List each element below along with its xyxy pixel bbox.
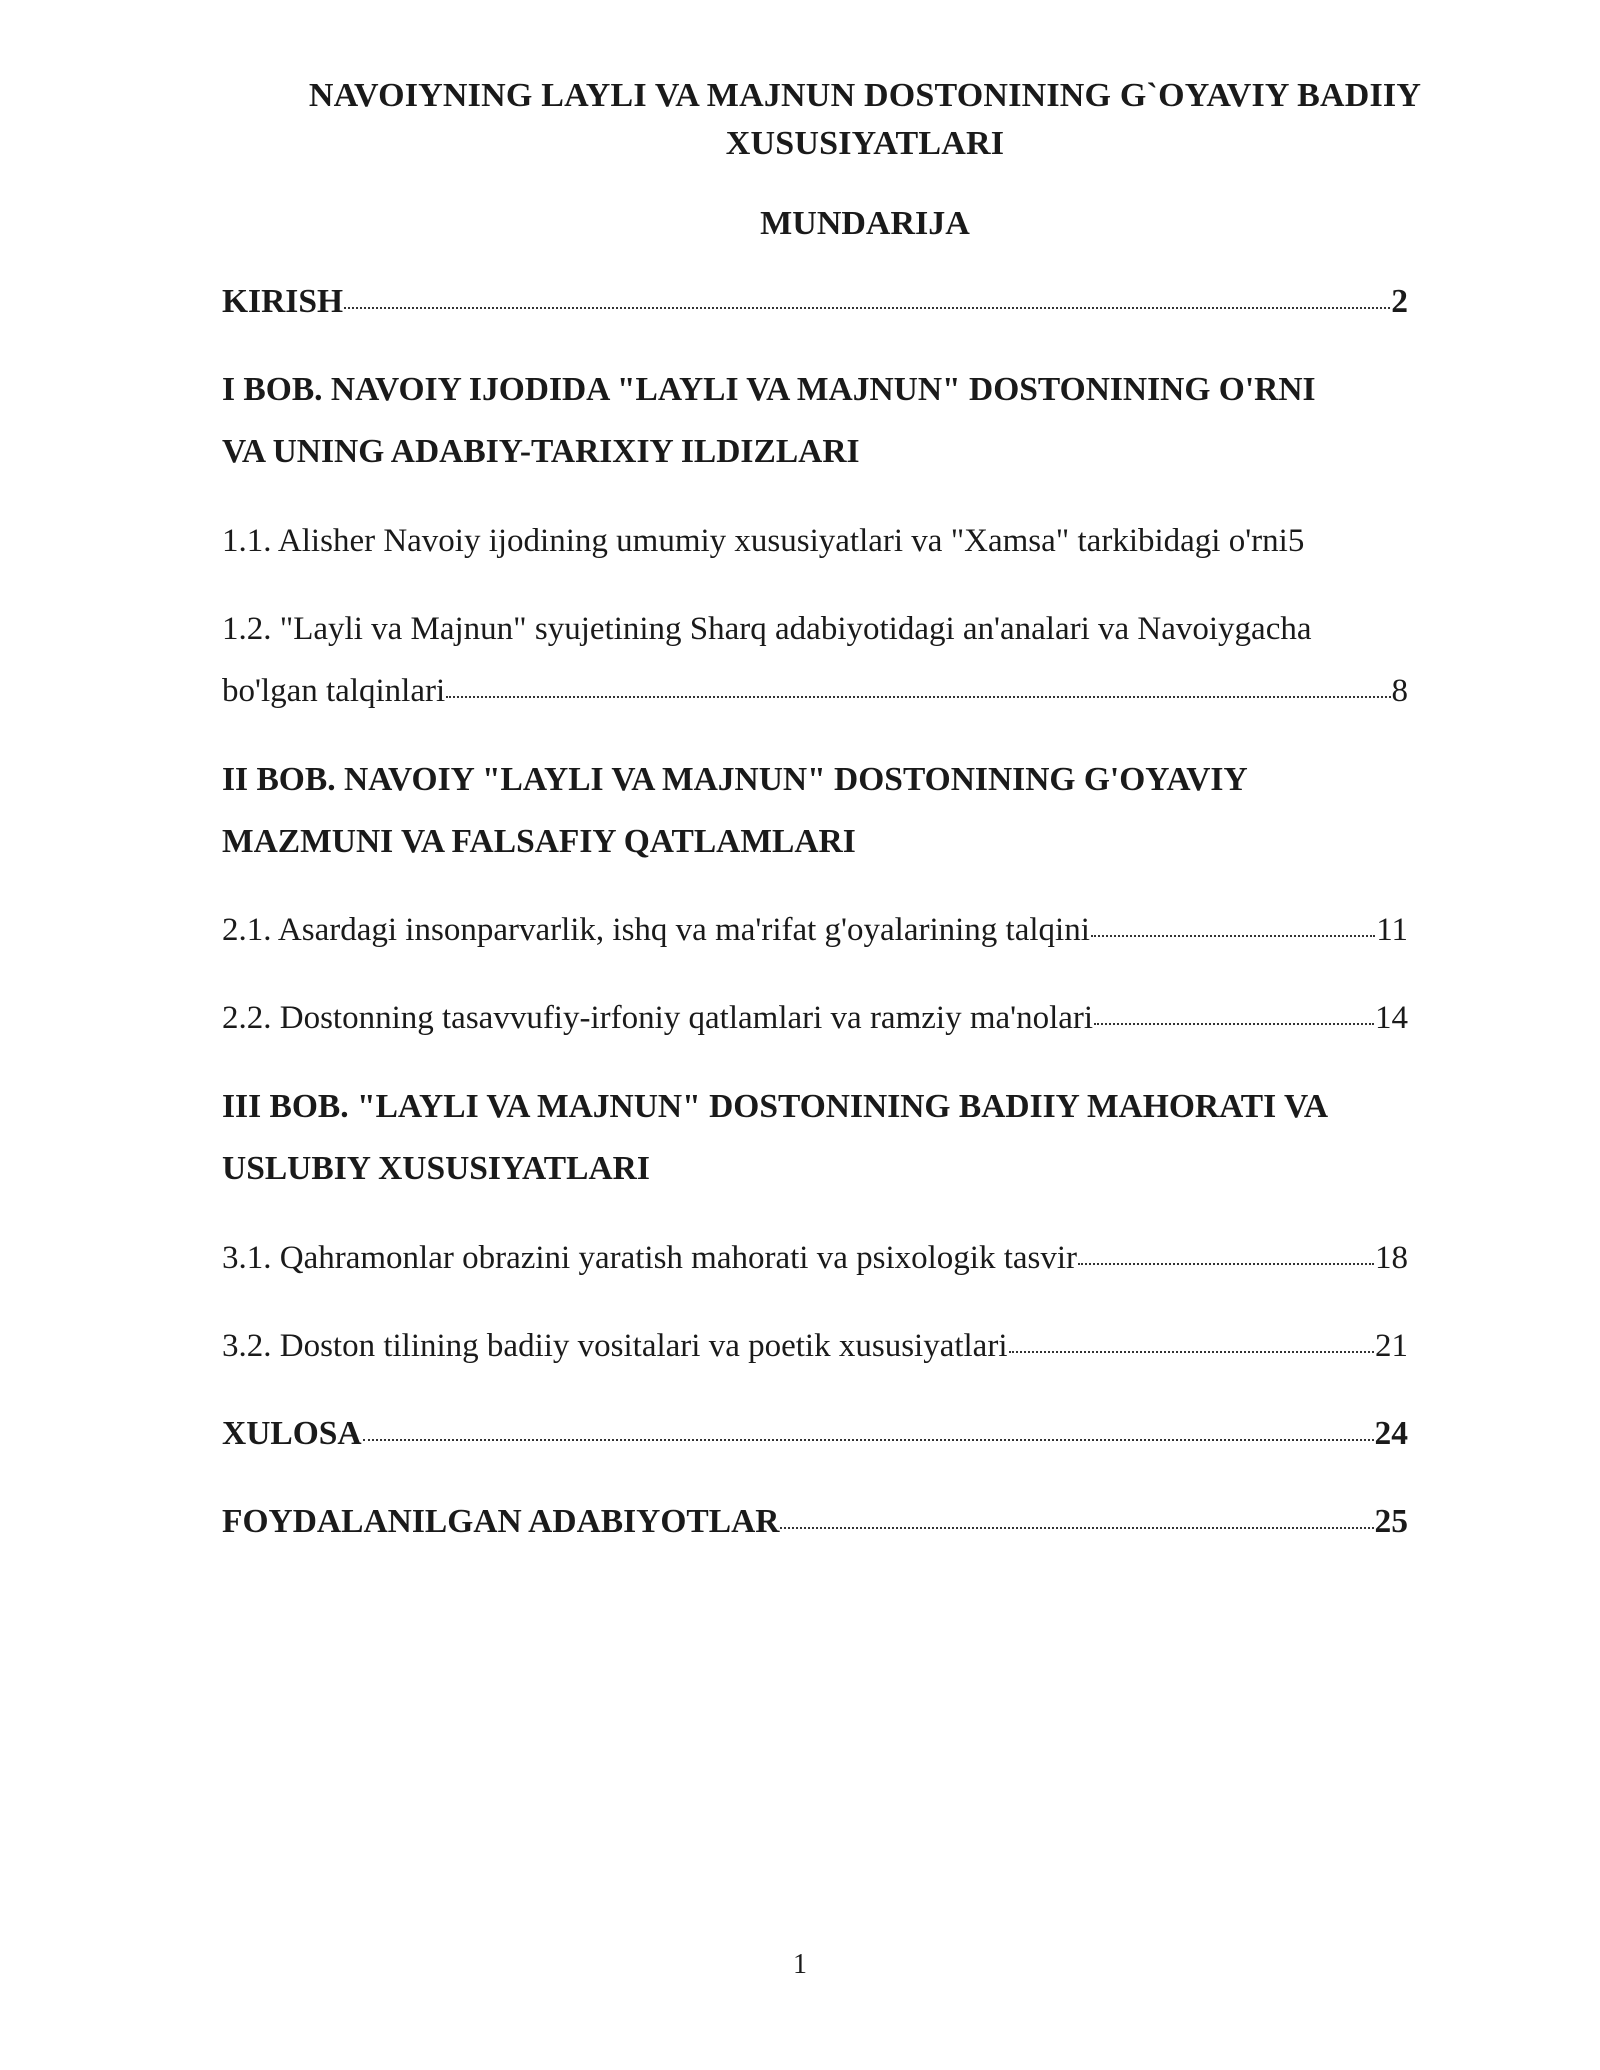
toc-entry-text: 3.1. Qahramonlar obrazini yaratish mahorati va psixologik tasvir [222,1240,1078,1276]
dot-leader [1091,931,1375,937]
toc-entry-text: 2.1. Asardagi insonparvarlik, ishq va ma'rifat g'oyalarining talqini [222,912,1090,948]
page-number-footer: 1 [793,1949,807,1980]
dot-leader [344,303,1390,309]
toc-page-number: 14 [1375,1000,1408,1036]
toc-chapter-2-line-1: II BOB. NAVOIY "LAYLI VA MAJNUN" DOSTONINING G'OYAVIY [222,761,1248,798]
toc-entry-3-1 [222,1234,1408,1282]
toc-heading: MUNDARIJA [760,205,970,242]
toc-entry-1-2-line-1: 1.2. "Layli va Majnun" syujetining Sharq adabiyotidagi an'analari va Navoiygacha [222,611,1312,647]
toc-entry-text: KIRISH [222,283,344,320]
toc-chapter-2-line-2: MAZMUNI VA FALSAFIY QATLAMLARI [222,823,856,860]
toc-entry-kirish [222,278,1408,326]
toc-page-number: 21 [1375,1328,1408,1364]
toc-page-number: 11 [1376,912,1408,948]
toc-entry-3-2 [222,1322,1408,1370]
toc-page-number: 2 [1391,283,1408,320]
dot-leader [1078,1259,1374,1265]
toc-page-number: 8 [1391,673,1408,709]
toc-entry-text: bo'lgan talqinlari [222,673,446,709]
dot-leader [780,1523,1373,1529]
document-title-line-2: XUSUSIYATLARI [725,125,1005,162]
dot-leader [1094,1019,1374,1025]
toc-entry-2-2 [222,994,1408,1042]
toc-entry-text: 2.2. Dostonning tasavvufiy-irfoniy qatlamlari va ramziy ma'nolari [222,1000,1094,1036]
document-title-line-1: NAVOIYNING LAYLI VA MAJNUN DOSTONINING G`OYAVIY BADIIY [308,77,1422,114]
toc-entry-1-1: 1.1. Alisher Navoiy ijodining umumiy xususiyatlari va "Xamsa" tarkibidagi o'rni5 [222,523,1305,559]
toc-chapter-1-line-2: VA UNING ADABIY-TARIXIY ILDIZLARI [222,433,860,470]
toc-chapter-3-line-1: III BOB. "LAYLI VA MAJNUN" DOSTONINING BADIIY MAHORATI VA [222,1088,1329,1125]
toc-page-number: 24 [1374,1415,1408,1452]
toc-chapter-1-line-1: I BOB. NAVOIY IJODIDA "LAYLI VA MAJNUN" DOSTONINING O'RNI [222,371,1316,408]
toc-entry-text: XULOSA [222,1415,362,1452]
dot-leader [446,692,1390,698]
toc-entry-2-1 [222,906,1408,954]
toc-entry-text: FOYDALANILGAN ADABIYOTLAR [222,1503,780,1540]
toc-entry-xulosa [222,1410,1408,1458]
toc-page-number: 18 [1375,1240,1408,1276]
dot-leader [363,1435,1374,1441]
toc-entry-text: 3.2. Doston tilining badiiy vositalari va poetik xususiyatlari [222,1328,1008,1364]
dot-leader [1009,1347,1375,1353]
toc-chapter-3-line-2: USLUBIY XUSUSIYATLARI [222,1150,650,1187]
toc-page-number: 25 [1374,1503,1408,1540]
toc-entry-1-2-line-2 [222,667,1408,715]
toc-entry-adabiyotlar [222,1498,1408,1546]
